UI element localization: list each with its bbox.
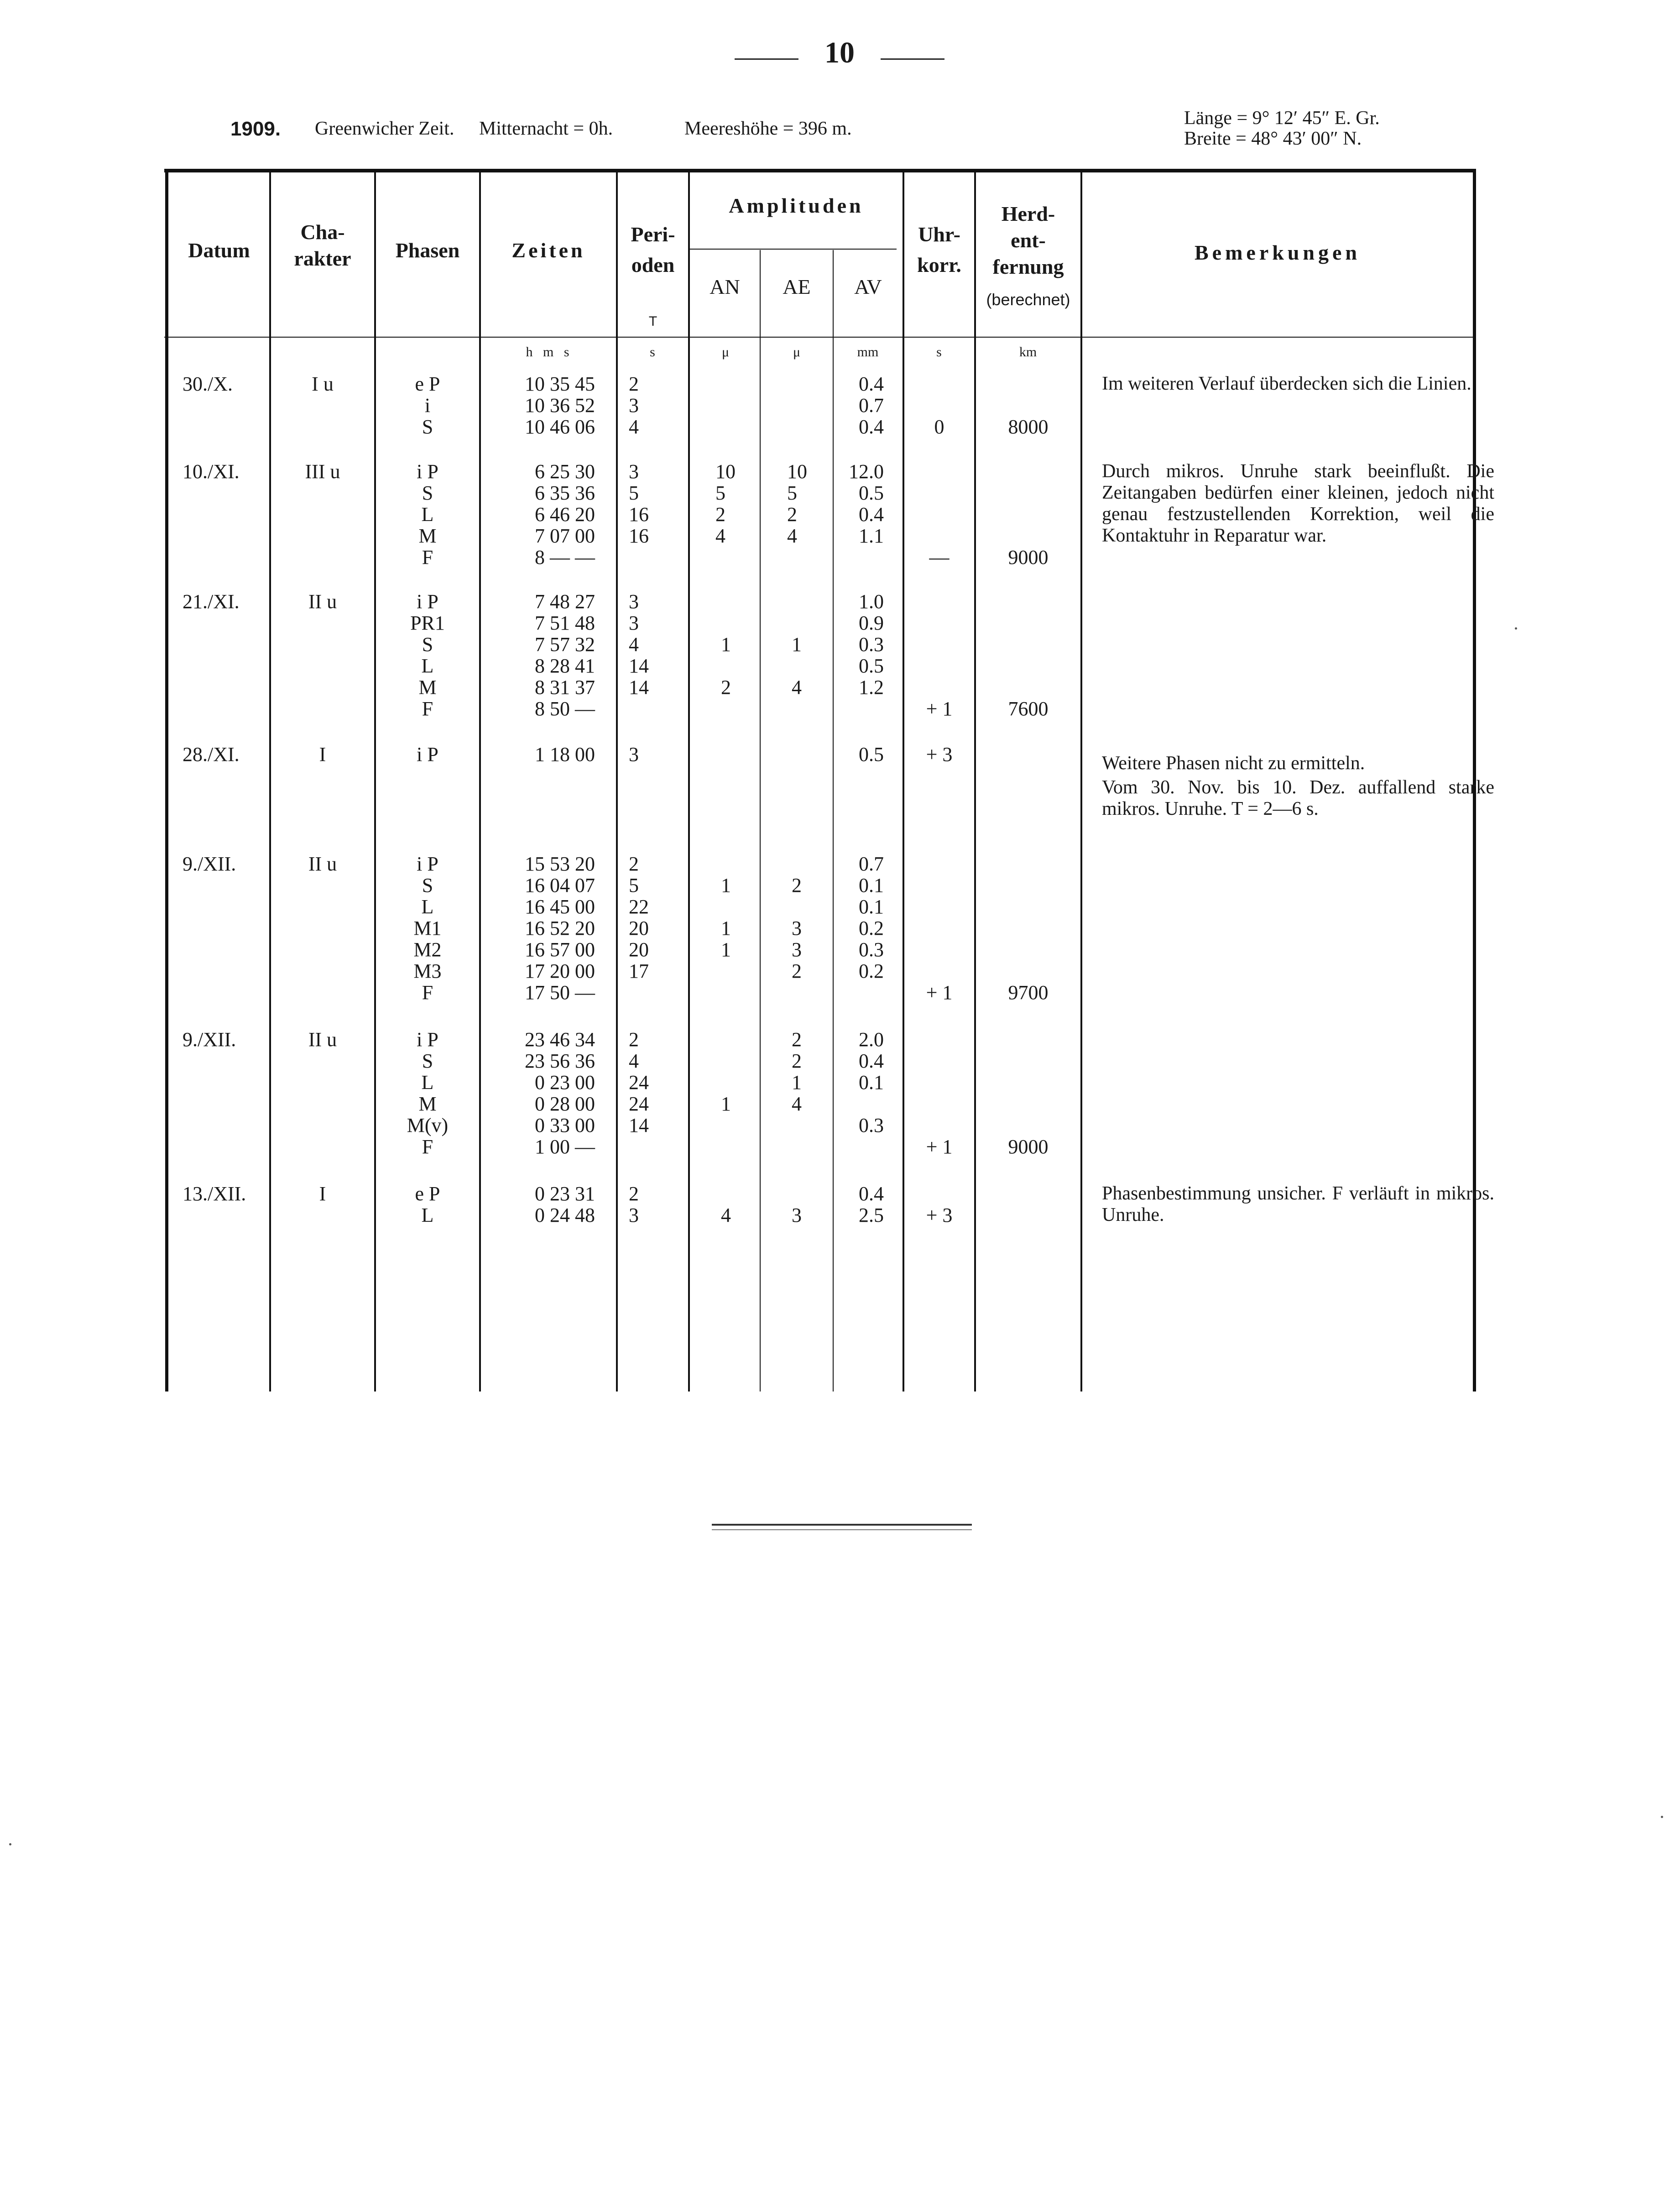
record-2-charakter: III u — [305, 460, 340, 483]
record-5-av: 0.7 0.1 0.1 0.2 0.3 0.2 — [859, 853, 884, 982]
record-2-herd: 9000 — [1008, 546, 1049, 568]
col-header-herd-3: fernung — [992, 255, 1064, 278]
record-7-charakter: I — [319, 1183, 326, 1205]
header-longitude: Länge = 9° 12′ 45″ E. Gr. — [1184, 108, 1380, 129]
record-7-phasen: e P L — [415, 1183, 440, 1226]
record-2-zeiten: 6 25 30 6 35 36 6 46 20 7 07 00 8 — — — [535, 460, 595, 568]
record-1-perioden: 2 3 4 — [629, 373, 639, 438]
record-1-bemerkungen: Im weiteren Verlauf überdecken sich die Linien. — [1102, 373, 1471, 394]
record-4-bemerkungen-2: Vom 30. Nov. bis 10. Dez. auffallend starke mikros. Unruhe. T = 2—6 s. — [1102, 777, 1494, 819]
unit-av: mm — [857, 344, 879, 360]
record-5-uhr: + 1 — [926, 981, 953, 1004]
record-6-phasen: i P S L M M(v) F — [407, 1028, 449, 1158]
record-3-herd: 7600 — [1008, 698, 1049, 720]
record-6-av: 2.0 0.4 0.1 0.3 — [859, 1028, 884, 1136]
col-header-amplituden: Amplituden — [729, 194, 864, 217]
unit-perioden: s — [650, 344, 655, 360]
record-3-phasen: i P PR1 S L M F — [410, 590, 445, 720]
page-number-rule-right — [881, 58, 944, 60]
record-2-an: 10 5 2 4 — [715, 460, 736, 547]
record-4-phasen: i P — [417, 743, 438, 766]
record-3-perioden: 3 3 4 14 14 — [629, 590, 649, 698]
record-4-bemerkungen: Weitere Phasen nicht zu ermitteln. — [1102, 753, 1365, 774]
col-header-perioden-3: T — [648, 314, 657, 329]
record-5-perioden: 2 5 22 20 20 17 — [629, 853, 649, 982]
record-5-ae: 2 3 3 2 — [792, 874, 802, 982]
col-header-herd-4: (berechnet) — [986, 290, 1070, 309]
record-7-uhr: + 3 — [926, 1204, 953, 1226]
col-rule-6 — [760, 250, 761, 1391]
col-rule-1 — [269, 169, 271, 1391]
record-6-an: 1 — [721, 1093, 731, 1115]
page-number: 10 — [824, 36, 855, 69]
record-2-ae: 10 5 2 4 — [787, 460, 807, 547]
record-6-ae: 2 2 1 4 — [792, 1028, 802, 1115]
col-header-av: AV — [854, 275, 882, 298]
record-3-av: 1.0 0.9 0.3 0.5 1.2 — [859, 590, 884, 698]
col-header-phasen: Phasen — [395, 239, 460, 262]
header-time-reference: Greenwicher Zeit. — [315, 118, 454, 139]
record-6-perioden: 2 4 24 24 14 — [629, 1028, 649, 1136]
record-2-bemerkungen: Durch mikros. Unruhe stark beeinflußt. Die Zeitangaben bedürfen einer kleinen, jedoch nicht genau festzustellenden Korrektion, weil die Kontaktuhr in Reparatur war. — [1102, 461, 1494, 546]
scan-speck — [9, 1843, 11, 1845]
record-2-perioden: 3 5 16 16 — [629, 460, 649, 547]
record-4-zeiten: 1 18 00 — [535, 743, 595, 766]
footer-rule-thin — [712, 1529, 972, 1530]
header-bottom-rule — [164, 337, 1476, 338]
record-1-charakter: I u — [312, 373, 334, 395]
unit-an: μ — [721, 344, 730, 360]
record-6-uhr: + 1 — [926, 1136, 953, 1158]
record-4-datum: 28./XI. — [183, 743, 240, 766]
record-3-zeiten: 7 48 27 7 51 48 7 57 32 8 28 41 8 31 37 8 50 — — [535, 590, 595, 720]
record-2-datum: 10./XI. — [183, 460, 240, 483]
record-3-charakter: II u — [308, 590, 337, 613]
record-6-herd: 9000 — [1008, 1136, 1049, 1158]
header-altitude: Meereshöhe = 396 m. — [684, 118, 852, 139]
header-year: 1909. — [230, 118, 281, 140]
col-header-herd-1: Herd- — [1001, 202, 1055, 225]
col-header-uhr-1: Uhr- — [918, 223, 960, 246]
record-1-datum: 30./X. — [183, 373, 233, 395]
col-rule-10 — [1080, 169, 1082, 1391]
col-rule-5 — [688, 169, 690, 1391]
record-7-perioden: 2 3 — [629, 1183, 639, 1226]
record-4-perioden: 3 — [629, 743, 639, 766]
record-7-ae: 3 — [792, 1204, 802, 1226]
record-6-charakter: II u — [308, 1028, 337, 1051]
record-7-bemerkungen: Phasenbestimmung unsicher. F verläuft in mikros. Unruhe. — [1102, 1183, 1494, 1225]
col-header-uhr-2: korr. — [917, 253, 961, 276]
header-midnight: Mitternacht = 0h. — [479, 118, 613, 139]
col-header-perioden-2: oden — [631, 253, 675, 276]
col-header-herd-2: ent- — [1011, 229, 1046, 252]
col-header-an: AN — [710, 275, 740, 298]
col-header-zeiten: Zeiten — [511, 239, 585, 262]
scan-speck — [1661, 1816, 1663, 1818]
table-top-rule — [164, 169, 1476, 172]
record-7-datum: 13./XII. — [183, 1183, 246, 1205]
unit-zeiten: h m s — [526, 344, 569, 360]
col-header-datum: Datum — [188, 239, 250, 262]
unit-ae: μ — [793, 344, 801, 360]
col-header-ae: AE — [783, 275, 811, 298]
record-1-uhr: 0 — [934, 416, 944, 438]
record-4-charakter: I — [319, 743, 326, 766]
record-7-an: 4 — [721, 1204, 731, 1226]
record-2-phasen: i P S L M F — [417, 460, 438, 568]
record-1-zeiten: 10 35 45 10 36 52 10 46 06 — [525, 373, 595, 438]
record-6-datum: 9./XII. — [183, 1028, 236, 1051]
record-5-charakter: II u — [308, 853, 337, 875]
record-2-av: 12.0 0.5 0.4 1.1 — [849, 460, 884, 547]
col-rule-4 — [616, 169, 618, 1391]
header-latitude: Breite = 48° 43′ 00″ N. — [1184, 128, 1362, 149]
record-4-av: 0.5 — [859, 743, 884, 766]
record-2-uhr: — — [929, 546, 950, 568]
amplituden-rule — [689, 249, 897, 250]
record-5-zeiten: 15 53 20 16 04 07 16 45 00 16 52 20 16 57 00 17 20 00 17 50 — — [525, 853, 595, 1004]
record-6-zeiten: 23 46 34 23 56 36 0 23 00 0 28 00 0 33 00 1 00 — — [525, 1028, 595, 1158]
record-3-uhr: + 1 — [926, 698, 953, 720]
table-left-rule — [165, 169, 168, 1391]
record-4-uhr: + 3 — [926, 743, 953, 766]
record-7-av: 0.4 2.5 — [859, 1183, 884, 1226]
col-rule-9 — [974, 169, 976, 1391]
page-number-area — [721, 36, 958, 72]
unit-herd: km — [1019, 344, 1037, 360]
record-5-an: 1 1 1 — [721, 874, 731, 961]
record-7-zeiten: 0 23 31 0 24 48 — [535, 1183, 595, 1226]
record-1-av: 0.4 0.7 0.4 — [859, 373, 884, 438]
col-header-bemerkungen: Bemerkungen — [1195, 241, 1361, 264]
record-3-an: 1 2 — [721, 633, 731, 698]
col-header-charakter-2: rakter — [294, 247, 351, 270]
unit-uhr: s — [936, 344, 942, 360]
record-3-datum: 21./XI. — [183, 590, 240, 613]
record-1-phasen: e P i S — [415, 373, 440, 438]
footer-rule — [712, 1524, 972, 1526]
page-number-rule-left — [735, 58, 798, 60]
record-3-ae: 1 4 — [792, 633, 802, 698]
col-header-charakter-1: Cha- — [300, 220, 345, 244]
record-1-herd: 8000 — [1008, 416, 1049, 438]
record-5-herd: 9700 — [1008, 981, 1049, 1004]
record-5-phasen: i P S L M1 M2 M3 F — [413, 853, 442, 1004]
scan-speck — [1515, 627, 1517, 630]
col-header-perioden-1: Peri- — [631, 223, 675, 246]
record-5-datum: 9./XII. — [183, 853, 236, 875]
